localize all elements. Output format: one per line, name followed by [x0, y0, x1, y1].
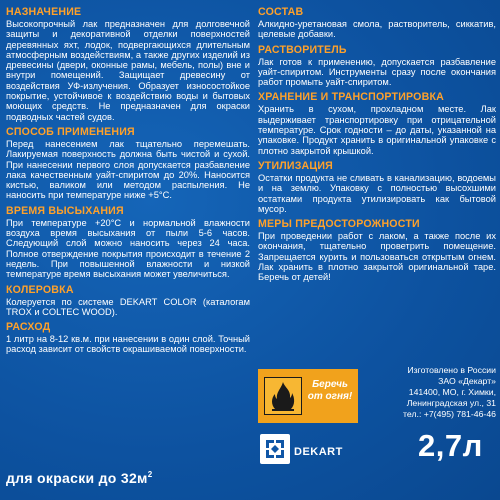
coverage-sup: 2	[147, 470, 153, 479]
section-text: Лак готов к применению, допускается разбавление уайт-спиритом. Инструменты сразу после окончания работ промыть уайт-спиритом.	[258, 56, 496, 88]
dekart-logo	[260, 434, 348, 474]
section-title: КОЛЕРОВКА	[6, 283, 74, 296]
section-text: Колеруется по системе DEKART COLOR (каталогам TROX и COLTEC WOOD).	[6, 296, 250, 317]
section-text: Хранить в сухом, прохладном месте. Лак выдерживает транспортировку при отрицательной температуре. Срок годности – до даты, указанной на упаковке. Продукт хранить в оригинальной упаковке с плотно закрытой крышкой.	[258, 104, 496, 156]
section-title: УТИЛИЗАЦИЯ	[258, 159, 333, 172]
section-safety	[258, 218, 496, 282]
section-application	[6, 126, 250, 201]
coverage-main: для окраски до 32м	[6, 470, 148, 486]
section-text: Алкидно-уретановая смола, растворитель, сиккатив, целевые добавки.	[258, 19, 496, 40]
section-title: МЕРЫ ПРЕДОСТОРОЖНОСТИ	[258, 218, 420, 231]
section-consumption	[6, 321, 250, 355]
origin-line: Ленинградская ул., 31	[406, 398, 496, 408]
section-title: НАЗНАЧЕНИЕ	[6, 6, 82, 18]
section-title: СПОСОБ ПРИМЕНЕНИЯ	[6, 125, 135, 138]
section-text: 1 литр на 8-12 кв.м. при нанесении в один слой. Точный расход зависит от свойств окрашиваемой поверхности.	[6, 334, 250, 355]
origin-line: ЗАО «Декарт»	[438, 376, 496, 386]
dekart-logo-icon	[260, 434, 290, 464]
section-title: ХРАНЕНИЕ И ТРАНСПОРТИРОВКА	[258, 91, 444, 104]
volume-label: 2,7л	[418, 428, 483, 463]
origin-line: 141400, МО, г. Химки,	[408, 387, 496, 397]
section-title: РАСТВОРИТЕЛЬ	[258, 43, 347, 56]
flame-icon	[264, 377, 302, 415]
origin-line: Изготовлено в России	[407, 365, 496, 375]
brand-name: DEKART	[294, 446, 343, 458]
section-disposal	[258, 160, 496, 214]
section-storage	[258, 91, 496, 155]
section-composition	[258, 6, 496, 40]
fire-warning-box	[258, 369, 358, 423]
left-column	[6, 6, 250, 359]
section-text: При проведении работ с лаком, а также после их окончания, тщательно проветрить помещение. Запрещается курить и пользоваться открытым огнем. Лак хранить в плотно закрытой оригинальной таре. Беречь от детей!	[258, 231, 496, 283]
section-text: Остатки продукта не сливать в канализацию, водоемы и на землю. Упаковку с полностью высохшими остатками продукта утилизировать как бытовой мусор.	[258, 172, 496, 214]
section-purpose	[6, 6, 250, 122]
section-title: РАСХОД	[6, 321, 51, 334]
right-column	[258, 6, 496, 287]
section-text: Высокопрочный лак предназначен для долговечной защиты и декоративной отделки поверхностей деревянных яхт, лодок, подвергающихся длительным атмосферным воздействиям, а также других изделий из древесины (двери, оконные рамы, мебель, полы) вне и внутри помещений. Защищает древесину от воздействия УФ-излучения. Образует износостойкое покрытие, устойчивое к воздействию воды и бытовых моющих средств. Не предназначен для окраски подводных частей судов.	[6, 19, 250, 122]
manufacturer-info	[362, 365, 496, 420]
coverage-text	[6, 470, 152, 486]
section-text: При температуре +20°С и нормальной влажности воздуха время высыхания от пыли 5-6 часов. Следующий слой можно наносить через 24 часа. Полное отверждение покрытия происходит в течение 2 недель. При повышенной влажности и низкой температуре время высыхания может увеличиться.	[6, 217, 250, 280]
origin-line: тел.: +7(495) 781-46-46	[403, 409, 496, 419]
section-drying	[6, 205, 250, 280]
section-tinting	[6, 284, 250, 318]
fire-warning-text: Беречь от огня!	[307, 379, 353, 402]
section-title: ВРЕМЯ ВЫСЫХАНИЯ	[6, 204, 124, 217]
section-title: СОСТАВ	[258, 6, 304, 18]
section-solvent	[258, 44, 496, 88]
section-text: Перед нанесением лак тщательно перемешать. Лакируемая поверхность должна быть чистой и сухой. При нанесении первого слоя допускается разбавление лака качественным уайт-спиритом до 20%. Наносится кистью, валиком или методом распыления. Не наносить при температуре ниже +5°С.	[6, 138, 250, 201]
